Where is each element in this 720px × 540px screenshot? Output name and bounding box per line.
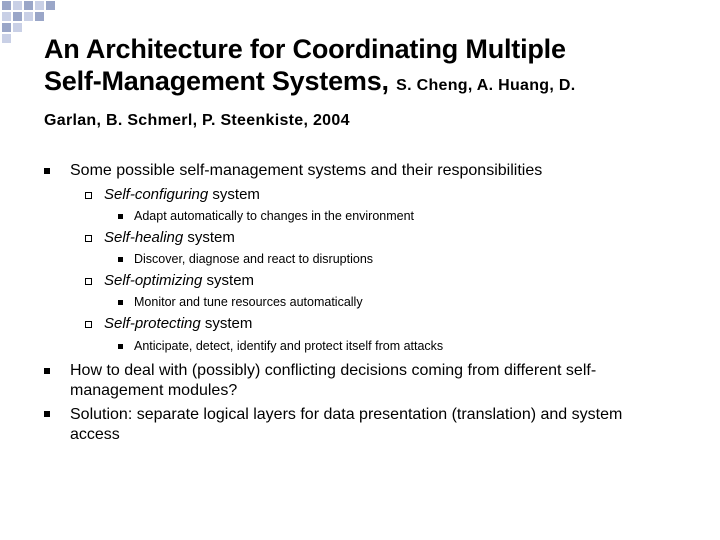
bullet-text: How to deal with (possibly) conflicting decisions coming from different self-management modules? xyxy=(70,362,597,399)
hollow-square-bullet-icon xyxy=(85,235,92,242)
sub-bullet-italic: Self-healing xyxy=(104,229,184,246)
bullet-square-icon xyxy=(44,168,50,174)
bullet-text: Some possible self-management systems and their responsibilities xyxy=(70,162,543,179)
sub-bullet-rest: system xyxy=(202,272,255,289)
title-authors-part2: Garlan, B. Schmerl, P. Steenkiste, 2004 xyxy=(44,112,350,129)
title-line-1: An Architecture for Coordinating Multiple xyxy=(44,34,566,64)
bullet-square-icon xyxy=(118,214,123,219)
bullet-square-icon xyxy=(44,411,50,417)
sub-bullet-text xyxy=(104,186,260,204)
detail-text: Anticipate, detect, identify and protect itself from attacks xyxy=(134,339,444,353)
sub-bullet-italic: Self-protecting xyxy=(104,315,201,332)
hollow-square-bullet-icon xyxy=(85,192,92,199)
sub-bullet-text xyxy=(104,229,235,247)
detail-text: Discover, diagnose and react to disruptions xyxy=(134,252,374,266)
sub-bullet-italic: Self-optimizing xyxy=(104,272,203,289)
bullet-square-icon xyxy=(118,344,123,349)
sub-bullet-text xyxy=(104,272,254,290)
sub-bullet-rest: system xyxy=(208,186,260,203)
title-main-part: Self-Management Systems, xyxy=(44,66,397,96)
sub-bullet-rest: system xyxy=(200,315,253,332)
sub-bullet-rest: system xyxy=(183,229,235,246)
sub-bullet-italic: Self-configuring xyxy=(104,186,209,203)
bullet-square-icon xyxy=(118,300,123,305)
title-authors-part1: S. Cheng, A. Huang, D. xyxy=(396,77,576,94)
hollow-square-bullet-icon xyxy=(85,321,92,328)
bullet-square-icon xyxy=(44,368,50,374)
bullet-text: Solution: separate logical layers for data presentation (translation) and system access xyxy=(70,406,623,443)
detail-text: Monitor and tune resources automatically xyxy=(134,295,363,309)
bullet-square-icon xyxy=(118,257,123,262)
hollow-square-bullet-icon xyxy=(85,278,92,285)
sub-bullet-text xyxy=(104,315,252,333)
detail-text: Adapt automatically to changes in the environment xyxy=(134,209,415,223)
